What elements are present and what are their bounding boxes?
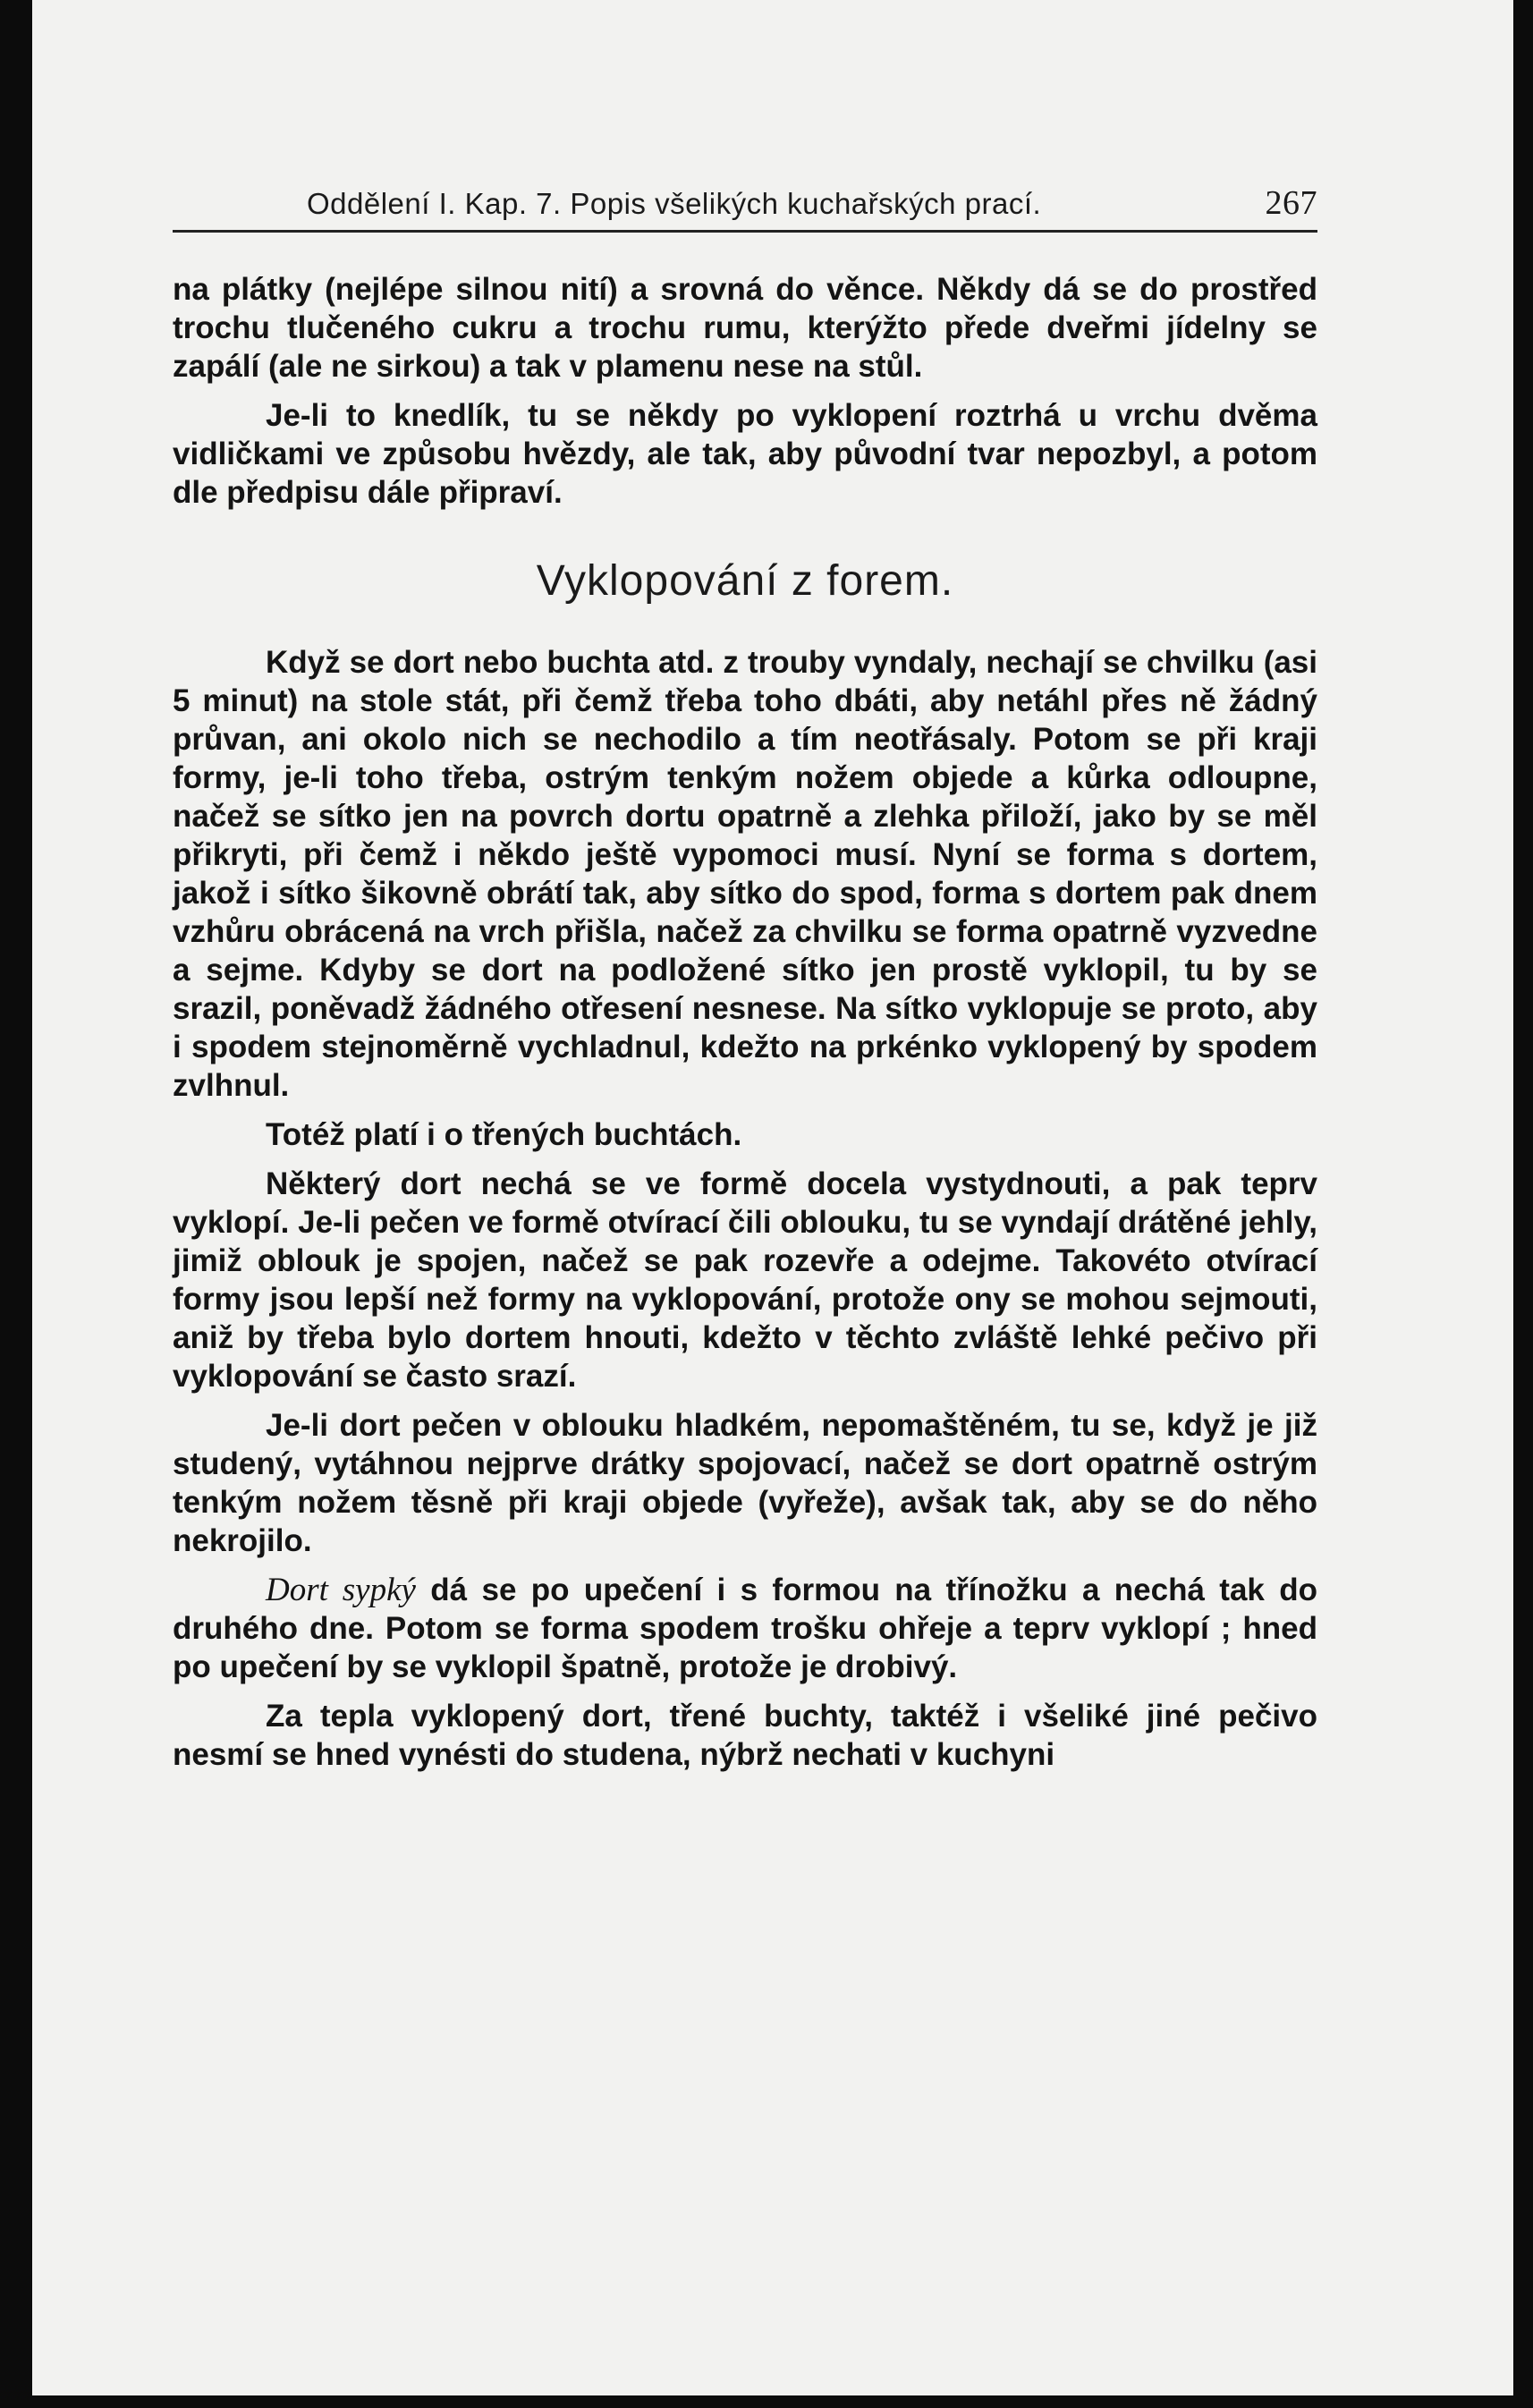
running-head-title: Oddělení I. Kap. 7. Popis všelikých kuchařských prací. [307,187,1042,220]
paragraph: Některý dort nechá se ve formě docela vystydnouti, a pak teprv vyklopí. Je-li pečen ve formě otvírací čili oblouku, tu se vyndají drátěné jehly, jimiž oblouk je spojen, načež se pak rozevře a odejme. Takovéto otvírací formy jsou lepší než formy na vyklopování, protože ony se mohou sejmouti, aniž by třeba bylo dortem hnouti, kdežto v těchto zvláště lehké pečivo při vyklopování se často srazí. [173,1166,1317,1394]
paragraph: Totéž platí i o třených buchtách. [266,1117,742,1152]
book-page [173,183,1317,1785]
body-text [173,270,1317,1774]
running-head [173,183,1317,233]
page-number: 267 [1265,184,1317,222]
paragraph: Je-li dort pečen v oblouku hladkém, nepomaštěném, tu se, když je již studený, vytáhnou nejprve drátky spojovací, načež se dort opatrně ostrým tenkým nožem těsně při kraji objede (vyřeže), avšak tak, aby se do něho nekrojilo. [173,1408,1317,1558]
paragraph: Za tepla vyklopený dort, třené buchty, taktéž i všeliké jiné pečivo nesmí se hned vynésti do studena, nýbrž nechati v kuchyni [173,1699,1317,1772]
scan-edge-right [1513,0,1533,2408]
scan-edge-bottom [0,2395,1533,2408]
section-title: Vyklopování z forem. [536,557,954,605]
paragraph-rest: dá se po upečení i s formou na třínožku a nechá tak do druhého dne. Potom se forma spodem trošku ohřeje a teprv vyklopí ; hned po upečení by se vyklopil špatně, protože je drobivý. [173,1573,1317,1684]
paragraph: na plátky (nejlépe silnou nití) a srovná do věnce. Někdy dá se do prostřed trochu tlučeného cukru a trochu rumu, kterýžto přede dveřmi jídelny se zapálí (ale ne sirkou) a tak v plamenu nese na stůl. [173,272,1317,384]
paragraph: Je-li to knedlík, tu se někdy po vyklopení roztrhá u vrchu dvěma vidličkami ve způsobu hvězdy, ale tak, aby původní tvar nepozbyl, a potom dle předpisu dále připraví. [173,398,1317,510]
scan-edge-left [0,0,32,2408]
paragraph: Když se dort nebo buchta atd. z trouby vyndaly, nechají se chvilku (asi 5 minut) na stole stát, při čemž třeba toho dbáti, aby netáhl přes ně žádný průvan, ani okolo nich se nechodilo a tím neotřásaly. Potom se při kraji formy, je-li toho třeba, ostrým tenkým nožem objede a kůrka odloupne, načež se sítko jen na povrch dortu opatrně a zlehka přiloží, jako by se měl přikryti, při čemž i někdo ještě vypomoci musí. Nyní se forma s dortem, jakož i sítko šikovně obrátí tak, aby sítko do spod, forma s dortem pak dnem vzhůru obrácená na vrch přišla, načež za chvilku se forma opatrně vyzvedne a sejme. Kdyby se dort na podložené sítko jen prostě vyklopil, tu by se srazil, poněvadž žádného otřesení nesnese. Na sítko vyklopuje se proto, aby i spodem stejnoměrně vychladnul, kdežto na prkénko vyklopený by spodem zvlhnul. [173,645,1317,1103]
paragraph-italic-lead [173,1571,1317,1686]
italic-lead: Dort sypký [266,1572,416,1608]
